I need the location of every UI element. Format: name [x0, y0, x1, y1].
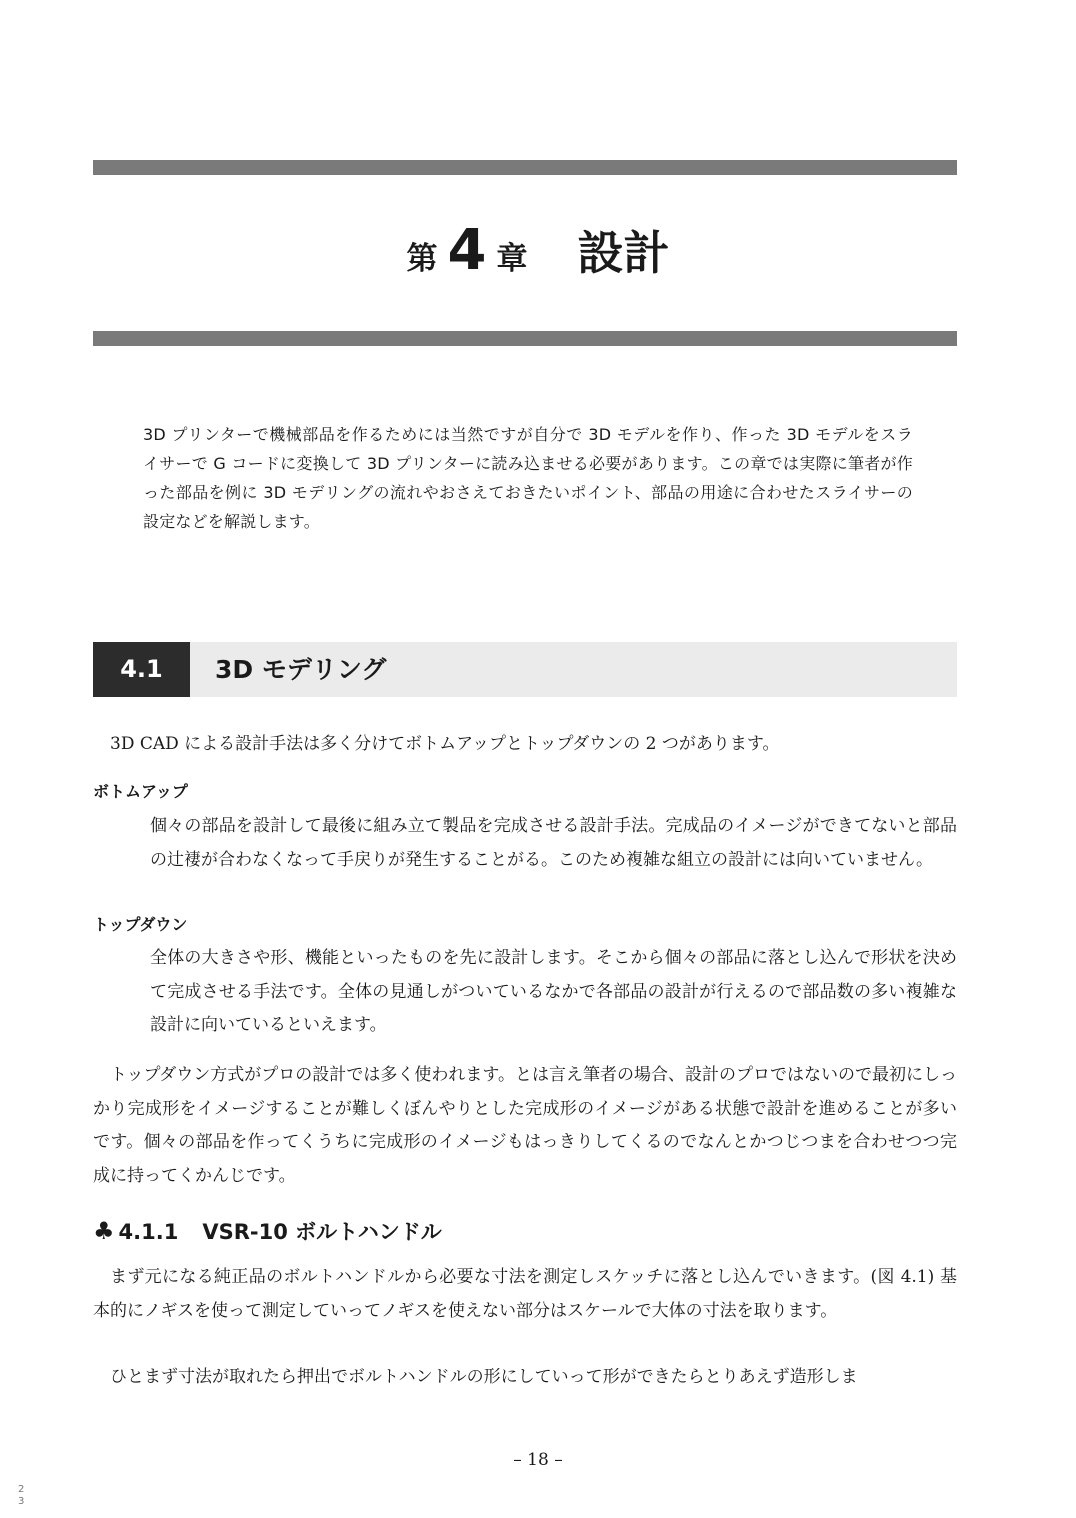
chapter-intro: 3D プリンターで機械部品を作るためには当然ですが自分で 3D モデルを作り、作った 3D モデルをスライサーで G コードに変換して 3D プリンターに読み込ませる必要があります。この章では実際に筆者が作った部品を例に 3D モデリングの流れやおさえておきたいポイント、部品の用途に合わせたスライサーの設定などを解説します。: [143, 425, 913, 531]
section-heading: [93, 642, 957, 697]
subsection-heading: [93, 1214, 442, 1249]
chapter-prefix: 第: [406, 241, 438, 277]
chapter-number: 4: [447, 218, 487, 283]
chapter-rule-bottom: [93, 331, 957, 346]
subsection-paragraph: まず元になる純正品のボルトハンドルから必要な寸法を測定しスケッチに落とし込んでいきます。(図 4.1) 基本的にノギスを使って測定していってノギスを使えない部分はスケールで大体の寸法を取ります。: [93, 1267, 957, 1321]
chapter-suffix: 章: [496, 241, 528, 277]
body-paragraph: トップダウン方式がプロの設計では多く使われます。とは言え筆者の場合、設計のプロではないので最初にしっかり完成形をイメージすることが難しくぼんやりとした完成形のイメージがある状態で設計を進めることが多いです。個々の部品を作ってくうちに完成形のイメージもはっきりしてくるのでなんとかつじつまを合わせつつ完成に持ってくかんじです。: [93, 1065, 957, 1186]
subsection-paragraph: ひとまず寸法が取れたら押出でボルトハンドルの形にしていって形ができたらとりあえず造形しま: [110, 1367, 858, 1387]
section-title: 3D モデリング: [215, 655, 387, 684]
chapter-title: 設計: [577, 226, 670, 280]
club-icon: ♣: [93, 1217, 115, 1245]
definition-text-top-down: 全体の大きさや形、機能といったものを先に設計します。そこから個々の部品に落とし込んで形状を決めて完成させる手法です。全体の見通しがついているなかで各部品の設計が行えるので部品数の多い複雑な設計に向いているといえます。: [150, 948, 957, 1035]
subsection-title: VSR-10 ボルトハンドル: [202, 1220, 442, 1244]
lead-paragraph: 3D CAD による設計手法は多く分けてボトムアップとトップダウンの 2 つがあります。: [110, 734, 780, 754]
page-number: – 18 –: [513, 1450, 563, 1470]
chapter-rule-top: [93, 160, 957, 175]
chapter-heading: [0, 216, 1076, 294]
definition-term-bottom-up: ボトムアップ: [93, 782, 188, 801]
section-number: 4.1: [93, 642, 190, 697]
definition-text-bottom-up: 個々の部品を設計して最後に組み立て製品を完成させる設計手法。完成品のイメージができてないと部品の辻褄が合わなくなって手戻りが発生することがる。このため複雑な組立の設計には向いていません。: [150, 816, 957, 870]
definition-term-top-down: トップダウン: [93, 915, 188, 934]
subsection-number: 4.1.1: [118, 1220, 179, 1244]
margin-mark: 23: [18, 1484, 25, 1507]
